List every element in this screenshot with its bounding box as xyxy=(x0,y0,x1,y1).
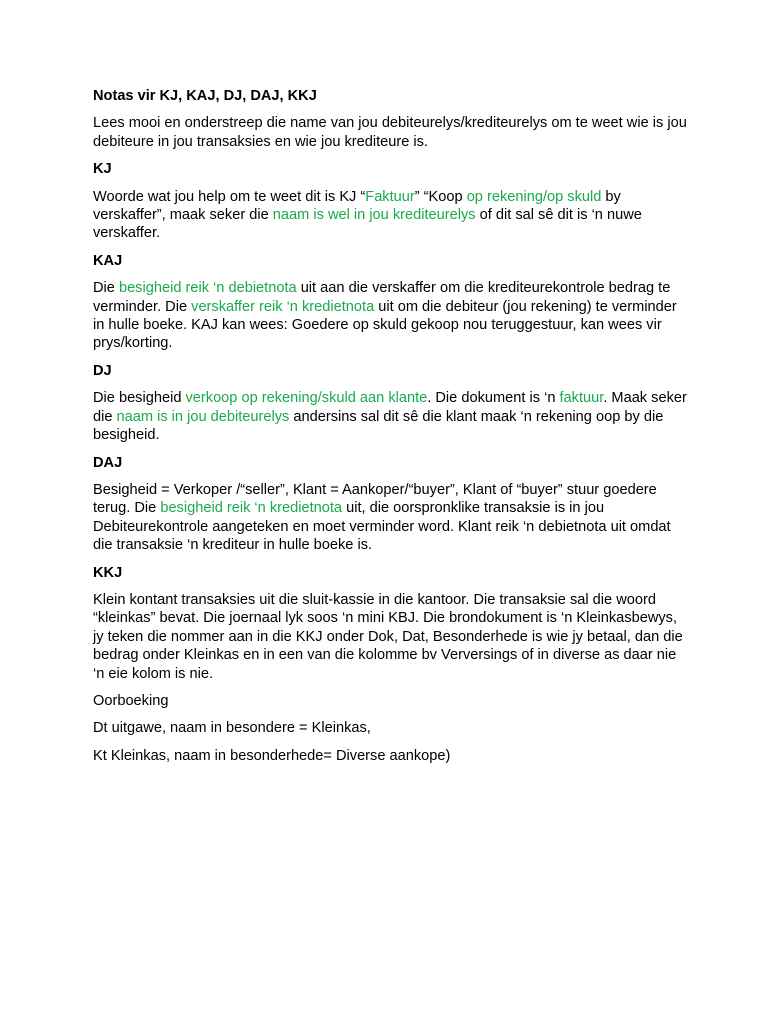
heading-dj: DJ xyxy=(93,362,112,379)
kj-highlight-faktuur: Faktuur xyxy=(365,188,415,205)
kj-highlight-op-rekening: op rekening/op skuld xyxy=(466,188,602,205)
kaj-paragraph xyxy=(93,279,688,353)
dj-text-4: andersins sal dit sê die klant maak ‘n rekening oop by die besigheid. xyxy=(93,408,664,444)
kj-text-3: by verskaffer”, maak seker die xyxy=(93,188,621,224)
intro-paragraph: Lees mooi en onderstreep die name van jou debiteurelys/krediteurelys om te weet wie is jou debiteure in jou transaksies en wie jou krediteure is. xyxy=(93,115,687,150)
kaj-text-3: uit om die debiteur (jou rekening) te verminder in hulle boeke. KAJ kan wees: Goedere op skuld gekoop nou teruggestuur, kan wees vir prys/korting. xyxy=(93,298,677,352)
dj-text-1: Die besigheid xyxy=(93,390,186,407)
kj-text-2: ” “Koop xyxy=(414,188,467,205)
dj-paragraph xyxy=(93,389,688,444)
dj-text-2: . Die dokument is ‘n xyxy=(427,390,560,407)
kj-text-1: Woorde wat jou help om te weet dit is KJ “ xyxy=(93,188,366,205)
daj-text-2: uit, die oorspronklike transaksie is in jou Debiteurekontrole aangeteken en moet verminder word. Klant reik ‘n debietnota uit omdat die transaksie ‘n krediteur in hulle boeke is. xyxy=(93,500,671,554)
dj-highlight-faktuur: faktuur xyxy=(559,390,604,407)
kkj-oorboeking: Oorboeking xyxy=(93,692,169,709)
daj-text-1: Besigheid = Verkoper /“seller”, Klant = Aankoper/“buyer”, Klant of “buyer” stuur goedere terug. Die xyxy=(93,481,657,517)
kj-highlight-krediteurelys: naam is wel in jou krediteurelys xyxy=(272,207,476,224)
heading-daj: DAJ xyxy=(93,454,123,471)
kaj-highlight-kredietnota: verskaffer reik ‘n kredietnota xyxy=(191,298,375,315)
kkj-kt-line: Kt Kleinkas, naam in besonderhede= Diverse aankope) xyxy=(93,747,451,764)
kaj-text-2: uit aan die verskaffer om die krediteurekontrole bedrag te verminder. Die xyxy=(93,280,671,315)
kkj-dt-line: Dt uitgawe, naam in besondere = Kleinkas, xyxy=(93,720,371,737)
heading-kaj: KAJ xyxy=(93,252,123,269)
document-title: Notas vir KJ, KAJ, DJ, DAJ, KKJ xyxy=(93,88,317,104)
heading-kj: KJ xyxy=(93,161,112,178)
kaj-text-1: Die xyxy=(93,280,119,297)
dj-highlight-debiteurelys: naam is in jou debiteurelys xyxy=(116,408,290,425)
daj-paragraph xyxy=(93,481,688,555)
dj-highlight-verkoop: verkoop op rekening/skuld aan klante xyxy=(185,390,428,407)
document-content xyxy=(93,87,688,774)
kaj-highlight-debietnota: besigheid reik ‘n debietnota xyxy=(118,280,297,297)
kkj-paragraph: Klein kontant transaksies uit die sluit-kassie in die kantoor. Die transaksie sal die woord “kleinkas” bevat. Die joernaal lyk soos ‘n mini KBJ. Die brondokument is ‘n Kleinkasbewys, jy teken die nommer aan in die KKJ onder Dok, Dat, Besonderhede is wie jy betaal, dan die bedrag onder Kleinkas en in een van die kolomme bv Verversings of in diverse as daar nie ‘n eie kolom is nie. xyxy=(93,591,683,682)
dj-text-3: . Maak seker die xyxy=(93,390,687,425)
daj-highlight-kredietnota: besigheid reik ‘n kredietnota xyxy=(160,500,343,517)
kj-text-4: of dit sal sê dit is ‘n nuwe verskaffer. xyxy=(93,207,642,242)
kj-paragraph xyxy=(93,188,688,243)
heading-kkj: KKJ xyxy=(93,564,123,581)
